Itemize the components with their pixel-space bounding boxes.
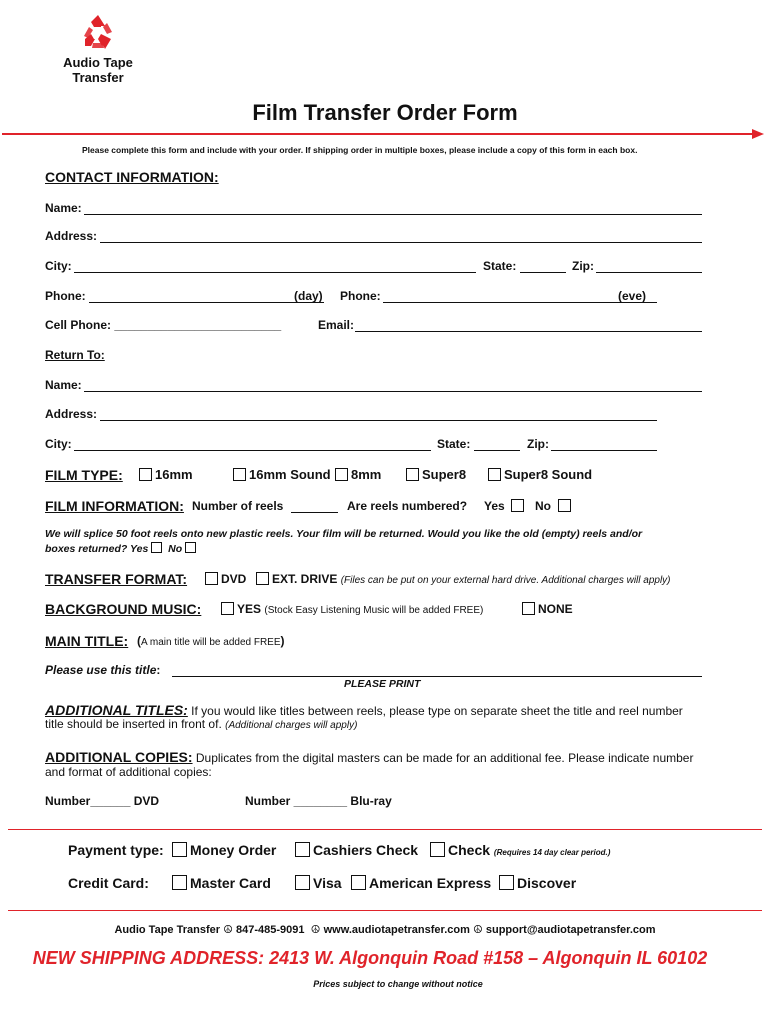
- logo-line-2: Transfer: [72, 70, 124, 85]
- additional-copies-line-1: [45, 749, 693, 765]
- contact-zip-label: Zip:: [572, 259, 594, 273]
- additional-titles-text-2: title should be inserted in front of.: [45, 717, 222, 731]
- transfer-format-dvd-label: DVD: [221, 572, 247, 586]
- contact-cell-label[interactable]: Cell Phone: _________________________: [45, 318, 282, 332]
- film-type-16mm-label: 16mm: [155, 467, 193, 482]
- transfer-format-drive-label: EXT. DRIVE: [272, 572, 338, 586]
- contact-city-field[interactable]: [74, 272, 476, 273]
- background-music-yes[interactable]: [221, 602, 483, 616]
- contact-phone-label: Phone:: [45, 289, 86, 303]
- film-type-16mm-sound[interactable]: [233, 467, 331, 482]
- contact-state-label: State:: [483, 259, 517, 273]
- checkbox-music-none[interactable]: [522, 602, 535, 615]
- contact-city-label: City:: [45, 259, 72, 273]
- film-type-label: FILM TYPE:: [45, 467, 123, 483]
- red-divider-top: [8, 829, 762, 830]
- checkbox-american-express[interactable]: [351, 875, 366, 890]
- return-address-label: Address:: [45, 407, 98, 421]
- contact-phone-day-field[interactable]: [89, 302, 324, 303]
- payment-amex[interactable]: [351, 875, 491, 891]
- red-arrow-divider: [0, 128, 770, 140]
- return-city-label: City:: [45, 437, 72, 451]
- additional-titles-line-2: [45, 717, 357, 731]
- transfer-format-note: (Files can be put on your external hard drive. Additional charges will apply): [340, 575, 671, 586]
- return-name-label: Name:: [45, 378, 82, 392]
- main-title-note-open: (: [137, 634, 141, 648]
- checkbox-ext-drive[interactable]: [256, 572, 269, 585]
- main-title-field[interactable]: [172, 676, 702, 677]
- checkbox-reels-numbered-no[interactable]: [558, 499, 571, 512]
- main-title-note-wrap: [137, 634, 285, 648]
- contact-address-field[interactable]: [100, 242, 702, 243]
- checkbox-visa[interactable]: [295, 875, 310, 890]
- footer-email[interactable]: support@audiotapetransfer.com: [485, 924, 656, 936]
- splice-line-2: [45, 542, 199, 555]
- checkbox-music-yes[interactable]: [221, 602, 234, 615]
- additional-titles-line-1: [45, 702, 683, 718]
- prices-note: Prices subject to change without notice: [313, 979, 483, 989]
- film-info-reels-label: Number of reels: [192, 499, 284, 513]
- additional-copies-dvd[interactable]: Number______ DVD: [45, 794, 160, 808]
- contact-email-field[interactable]: [355, 331, 702, 332]
- transfer-format-dvd[interactable]: [205, 572, 246, 586]
- checkbox-dvd[interactable]: [205, 572, 218, 585]
- splice-no-label: No: [168, 543, 183, 555]
- payment-money-order-label: Money Order: [190, 842, 277, 858]
- footer-contact: [0, 923, 770, 936]
- return-zip-field[interactable]: [551, 450, 657, 451]
- film-info-numbered-label: Are reels numbered?: [347, 499, 468, 513]
- contact-eve-label: (eve): [618, 289, 647, 303]
- film-type-8mm-label: 8mm: [351, 467, 382, 482]
- payment-check[interactable]: [430, 842, 610, 858]
- please-print-label: PLEASE PRINT: [344, 678, 421, 690]
- contact-heading: CONTACT INFORMATION:: [45, 169, 219, 185]
- film-info-label: FILM INFORMATION:: [45, 498, 184, 514]
- payment-discover[interactable]: [499, 875, 576, 891]
- additional-titles-label: ADDITIONAL TITLES:: [45, 702, 188, 718]
- return-state-field[interactable]: [474, 450, 520, 451]
- additional-copies-text: Duplicates from the digital masters can be made for an additional fee. Please indicate number: [192, 751, 694, 765]
- checkbox-cashiers-check[interactable]: [295, 842, 310, 857]
- intro-text: Please complete this form and include with your order. If shipping order in multiple boxes, please include a copy of this form in each box.: [82, 145, 638, 155]
- contact-phone-eve-field[interactable]: [383, 302, 657, 303]
- additional-copies-text-2: and format of additional copies:: [45, 765, 212, 779]
- return-name-field[interactable]: [84, 391, 702, 392]
- peace-icon: ☮: [223, 924, 233, 936]
- payment-visa-label: Visa: [313, 875, 342, 891]
- background-music-yes-label: YES: [237, 602, 262, 616]
- payment-cashiers-check-label: Cashiers Check: [313, 842, 419, 858]
- splice-text: We will splice 50 foot reels onto new plastic reels. Your film will be returned. Would you like the old (empty) reels and/or: [45, 528, 643, 540]
- film-info-yes-label: Yes: [484, 499, 505, 513]
- shipping-address: NEW SHIPPING ADDRESS: 2413 W. Algonquin Road #158 – Algonquin IL 60102: [32, 948, 708, 968]
- checkbox-super8[interactable]: [406, 468, 419, 481]
- contact-email-label: Email:: [318, 318, 355, 332]
- checkbox-splice-no[interactable]: [185, 542, 196, 553]
- logo-line-1: Audio Tape: [63, 55, 133, 70]
- contact-zip-field[interactable]: [596, 272, 702, 273]
- payment-check-label: Check: [448, 842, 491, 858]
- film-type-super8-sound[interactable]: [488, 467, 592, 482]
- background-music-none[interactable]: [522, 602, 573, 616]
- return-zip-label: Zip:: [527, 437, 549, 451]
- checkbox-reels-numbered-yes[interactable]: [511, 499, 524, 512]
- credit-card-label: Credit Card:: [68, 875, 149, 891]
- checkbox-money-order[interactable]: [172, 842, 187, 857]
- background-music-none-label: NONE: [538, 602, 573, 616]
- checkbox-16mm-sound[interactable]: [233, 468, 246, 481]
- payment-money-order[interactable]: [172, 842, 276, 858]
- return-city-field[interactable]: [74, 450, 431, 451]
- payment-master-card-label: Master Card: [190, 875, 271, 891]
- payment-visa[interactable]: [295, 875, 342, 891]
- payment-check-note: (Requires 14 day clear period.): [493, 848, 611, 857]
- film-type-8mm[interactable]: [335, 467, 381, 482]
- return-address-field[interactable]: [100, 420, 657, 421]
- footer-website[interactable]: www.audiotapetransfer.com: [323, 924, 470, 936]
- background-music-label: BACKGROUND MUSIC:: [45, 601, 202, 617]
- contact-day-label: (day): [294, 289, 323, 303]
- please-use-text: Please use this title: [45, 663, 157, 677]
- return-state-label: State:: [437, 437, 471, 451]
- main-title-note-close: ): [280, 634, 285, 648]
- film-type-16mm[interactable]: [139, 467, 193, 482]
- red-divider-bottom: [8, 910, 762, 911]
- film-info-no[interactable]: [535, 499, 574, 513]
- transfer-format-drive[interactable]: [256, 572, 671, 586]
- payment-amex-label: American Express: [369, 875, 492, 891]
- additional-copies-label: ADDITIONAL COPIES:: [45, 749, 193, 765]
- checkbox-16mm[interactable]: [139, 468, 152, 481]
- film-info-yes[interactable]: [484, 499, 527, 513]
- splice-text-2: boxes returned?: [45, 543, 128, 555]
- transfer-format-label: TRANSFER FORMAT:: [45, 571, 188, 587]
- page-title: Film Transfer Order Form: [252, 100, 518, 125]
- splice-yes-label: Yes: [130, 543, 149, 555]
- film-type-super8-sound-label: Super8 Sound: [504, 467, 593, 482]
- please-use-label: [45, 663, 160, 677]
- checkbox-check[interactable]: [430, 842, 445, 857]
- additional-copies-bluray[interactable]: Number ________ Blu-ray: [245, 794, 392, 808]
- background-music-note: (Stock Easy Listening Music will be added FREE): [264, 605, 484, 616]
- contact-address-label: Address:: [45, 229, 98, 243]
- additional-titles-note: (Additional charges will apply): [225, 720, 358, 731]
- film-info-no-label: No: [535, 499, 551, 513]
- contact-name-label: Name:: [45, 201, 82, 215]
- film-type-16mm-sound-label: 16mm Sound: [249, 467, 331, 482]
- contact-state-field[interactable]: [520, 272, 566, 273]
- checkbox-splice-yes[interactable]: [151, 542, 162, 553]
- checkbox-super8-sound[interactable]: [488, 468, 501, 481]
- film-type-super8-label: Super8: [422, 467, 467, 482]
- film-info-reels-field[interactable]: [291, 512, 338, 513]
- film-type-super8[interactable]: [406, 467, 466, 482]
- checkbox-discover[interactable]: [499, 875, 514, 890]
- logo: [55, 12, 141, 85]
- contact-name-field[interactable]: [84, 214, 702, 215]
- please-use-colon: :: [156, 663, 161, 677]
- payment-master-card[interactable]: [172, 875, 271, 891]
- return-heading: Return To:: [45, 348, 105, 362]
- footer-company: Audio Tape Transfer: [114, 924, 221, 936]
- main-title-note: A main title will be added FREE: [141, 637, 281, 648]
- additional-titles-text: If you would like titles between reels, please type on separate sheet the title and reel number: [187, 704, 683, 718]
- main-title-label: MAIN TITLE:: [45, 633, 129, 649]
- contact-phone2-label: Phone:: [340, 289, 381, 303]
- peace-icon: ☮: [307, 924, 321, 936]
- checkbox-8mm[interactable]: [335, 468, 348, 481]
- payment-cashiers-check[interactable]: [295, 842, 418, 858]
- footer-phone[interactable]: 847-485-9091: [236, 924, 305, 936]
- checkbox-master-card[interactable]: [172, 875, 187, 890]
- payment-discover-label: Discover: [517, 875, 577, 891]
- peace-icon: ☮: [472, 924, 483, 936]
- recycle-icon: [78, 12, 118, 52]
- payment-type-label: Payment type:: [68, 842, 164, 858]
